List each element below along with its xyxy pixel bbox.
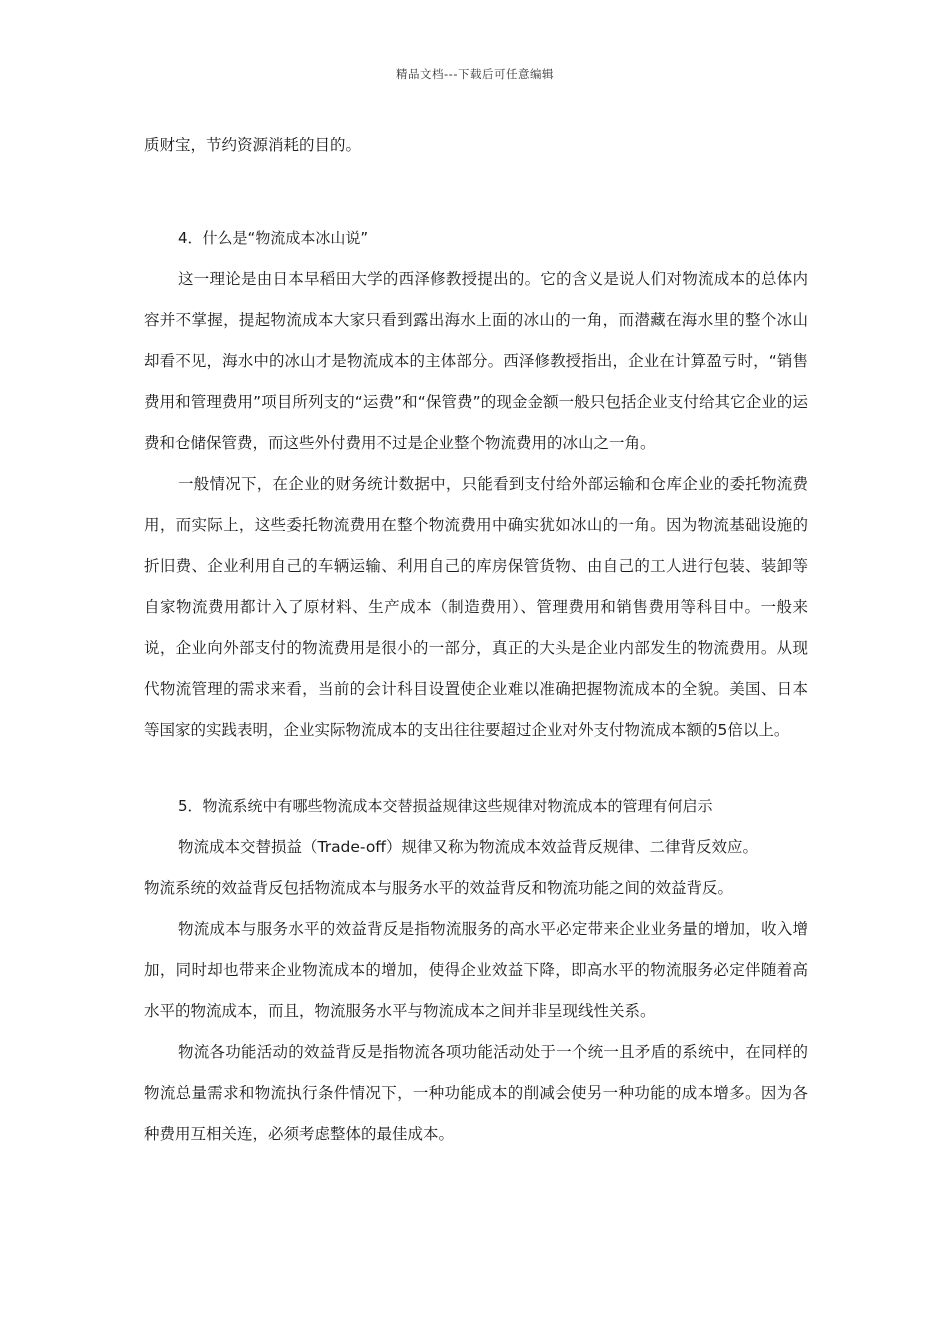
section-4-paragraph-1: 这一理论是由日本早稻田大学的西泽修教授提出的。它的含义是说人们对物流成本的总体内容并不掌握，提起物流成本大家只看到露出海水上面的冰山的一角，而潜藏在海水里的整个冰山却看不见，海水中的冰山才是物流成本的主体部分。西泽修教授指出，企业在计算盈亏时，“销售费用和管理费用”项目所列支的“运费”和“保管费”的现金金额一般只包括企业支付给其它企业的运费和仓储保管费，而这些外付费用不过是企业整个物流费用的冰山之一角。 — [144, 270, 808, 452]
section-5-paragraph-2: 物流各功能活动的效益背反是指物流各项功能活动处于一个统一且矛盾的系统中，在同样的物流总量需求和物流执行条件情况下，一种功能成本的削减会使另一种功能的成本增多。因为各种费用互相关连，必须考虑整体的最佳成本。 — [144, 1043, 808, 1143]
section-5-heading: 5．物流系统中有哪些物流成本交替损益规律这些规律对物流成本的管理有何启示 — [178, 797, 713, 815]
spacer — [144, 166, 808, 218]
continuation-paragraph: 质财宝，节约资源消耗的目的。 — [144, 136, 362, 154]
section-5-intro-line-2: 物流系统的效益背反包括物流成本与服务水平的效益背反和物流功能之间的效益背反。 — [144, 879, 734, 897]
page-header-watermark: 精品文档---下载后可任意编辑 — [396, 67, 554, 81]
section-4-heading: 4．什么是“物流成本冰山说” — [178, 229, 369, 247]
section-4-paragraph-2: 一般情况下，在企业的财务统计数据中，只能看到支付给外部运输和仓库企业的委托物流费用，而实际上，这些委托物流费用在整个物流费用中确实犹如冰山的一角。因为物流基础设施的折旧费、企业利用自己的车辆运输、利用自己的库房保管货物、由自己的工人进行包装、装卸等自家物流费用都计入了原材料、生产成本（制造费用）、管理费用和销售费用等科目中。一般来说，企业向外部支付的物流费用是很小的一部分，真正的大头是企业内部发生的物流费用。从现代物流管理的需求来看，当前的会计科目设置使企业难以准确把握物流成本的全貌。美国、日本等国家的实践表明，企业实际物流成本的支出往往要超过企业对外支付物流成本额的5倍以上。 — [144, 475, 808, 739]
section-5-intro-line-1: 物流成本交替损益（Trade-off）规律又称为物流成本效益背反规律、二律背反效应。 — [178, 838, 758, 856]
document-body — [144, 125, 808, 1155]
spacer — [144, 751, 808, 786]
section-5-paragraph-1: 物流成本与服务水平的效益背反是指物流服务的高水平必定带来企业业务量的增加，收入增加，同时却也带来企业物流成本的增加，使得企业效益下降，即高水平的物流服务必定伴随着高水平的物流成本，而且，物流服务水平与物流成本之间并非呈现线性关系。 — [144, 920, 808, 1020]
